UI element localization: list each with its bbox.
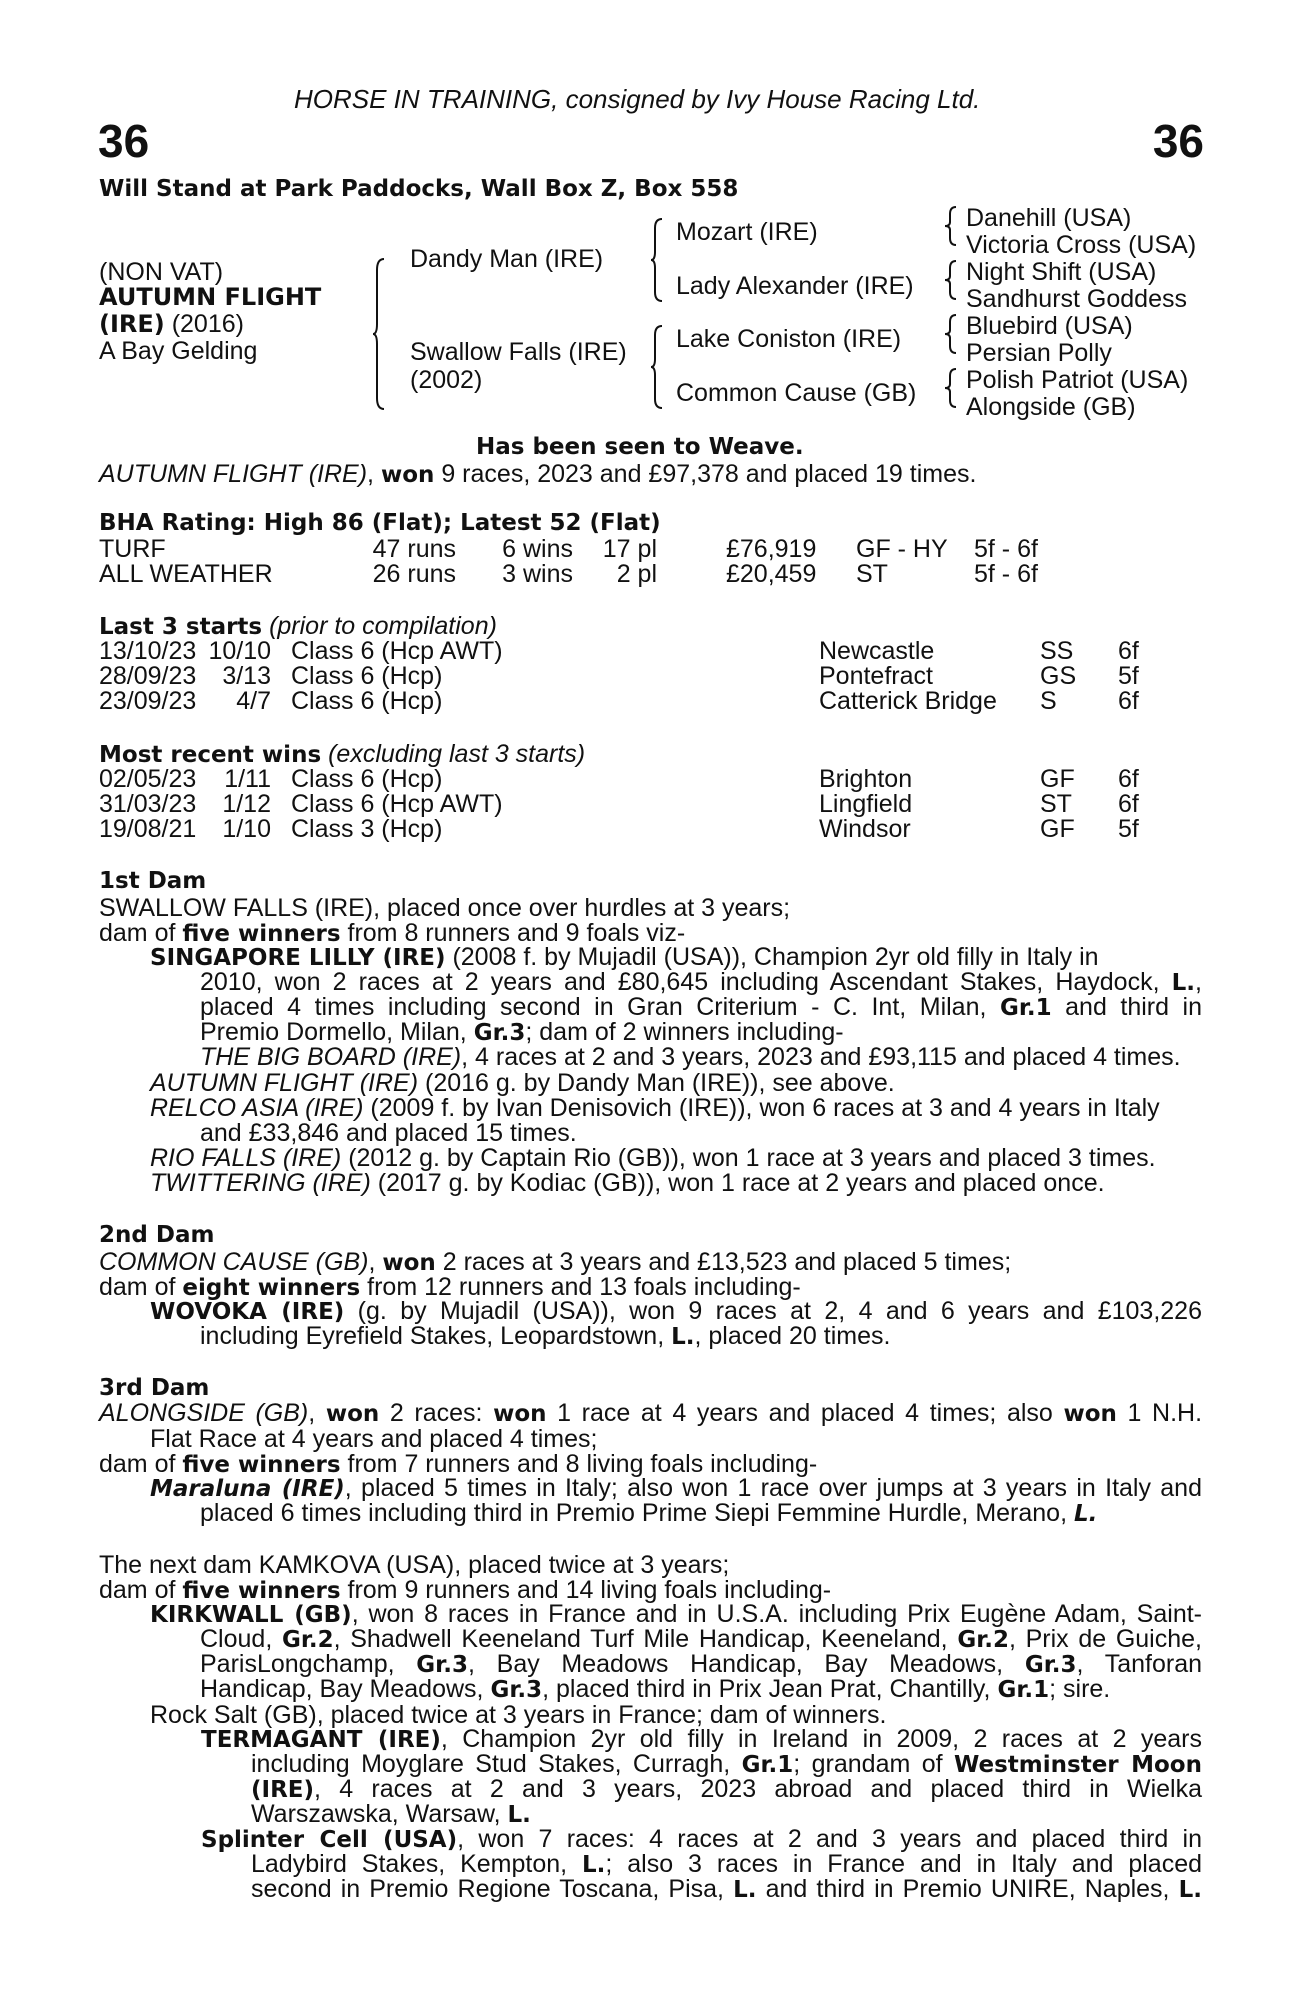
third-dam-line3: dam of five winners from 7 runners and 8 living foals including- [99, 1450, 818, 1478]
progeny-relco-asia-2: and £33,846 and placed 15 times. [200, 1119, 577, 1147]
stand-location: Will Stand at Park Paddocks, Wall Box Z, Box 558 [99, 176, 739, 202]
race-going: GF [1040, 765, 1075, 793]
progeny-kirkwall: KIRKWALL (GB), won 8 races in France and in U.S.A. including Prix Eugène Adam, Saint- Cloud, Gr.2, Shadwell Keeneland Turf Mile Handicap, Keeneland, Gr.2, Prix de Guiche, ParisLongchamp, Gr.3, Bay Meadows Handicap, Bay Meadows, Gr.3, Tanforan Handicap, Bay Meadows, Gr.3, placed third in Prix Jean Prat, Chantilly, Gr.1; sire. [150, 1600, 1203, 1703]
sire: Dandy Man (IRE) [410, 245, 604, 273]
lot-number-right: 36 [1152, 115, 1204, 167]
race-class: Class 3 (Hcp) [291, 815, 443, 843]
race-position: 3/13 [222, 662, 271, 690]
race-position: 1/11 [224, 765, 271, 793]
rating-runs: 47 runs [372, 535, 456, 563]
race-distance: 5f [1118, 662, 1139, 690]
race-class: Class 6 (Hcp) [291, 662, 443, 690]
progeny-termagant: TERMAGANT (IRE), Champion 2yr old filly in Ireland in 2009, 2 races at 2 years including Moyglare Stud Stakes, Curragh, Gr.1; grandam of Westminster Moon (IRE), 4 races at 2 and 3 years, 2023 abroad and placed third in Wielka Warszawska, Warsaw, L. [201, 1725, 1203, 1828]
rating-placed: 2 pl [616, 560, 657, 588]
ggs-3: Bluebird (USA) [966, 312, 1133, 340]
third-dam-line2: Flat Race at 4 years and placed 4 times; [150, 1425, 598, 1453]
horse-country: (IRE) [99, 310, 165, 338]
progeny-twittering: TWITTERING (IRE) (2017 g. by Kodiac (GB)), won 1 race at 2 years and placed once. [150, 1169, 1105, 1197]
race-date: 23/09/23 [99, 687, 197, 715]
race-position: 4/7 [236, 687, 271, 715]
progeny-relco-asia: RELCO ASIA (IRE) (2009 f. by Ivan Denisovich (IRE)), won 6 races at 3 and 4 years in Italy [150, 1094, 1160, 1122]
rating-placed: 17 pl [602, 535, 657, 563]
pedigree-bracket-1 [372, 258, 386, 410]
rating-runs: 26 runs [372, 560, 456, 588]
horse-country-year [99, 310, 244, 339]
progeny-splinter-cell: Splinter Cell (USA), won 7 races: 4 races at 2 and 3 years and placed third in Ladybird Stakes, Kempton, L.; also 3 races in France and in Italy and placed second in Premio Regione Toscana, Pisa, L. and third in Premio UNIRE, Naples, L. [201, 1825, 1203, 1903]
race-distance: 6f [1118, 765, 1139, 793]
dam: Swallow Falls (IRE) [410, 338, 627, 366]
dam-dam: Common Cause (GB) [676, 379, 917, 407]
wind-note: Has been seen to Weave. [476, 434, 804, 460]
vat-status: (NON VAT) [99, 258, 224, 286]
pedigree-bracket-3c [944, 314, 958, 354]
ggd-1: Victoria Cross (USA) [966, 231, 1197, 259]
race-course: Lingfield [819, 790, 913, 818]
pedigree-bracket-2a [650, 218, 664, 302]
race-distance: 6f [1118, 687, 1139, 715]
ggs-2: Night Shift (USA) [966, 258, 1157, 286]
rating-prize-money: £76,919 [726, 535, 817, 563]
pedigree-bracket-3b [944, 260, 958, 300]
race-distance: 6f [1118, 790, 1139, 818]
rating-wins: 3 wins [502, 560, 573, 588]
dam-sire: Lake Coniston (IRE) [676, 325, 902, 353]
race-class: Class 6 (Hcp AWT) [291, 790, 503, 818]
race-going: SS [1040, 637, 1074, 665]
next-dam-line2: dam of five winners from 9 runners and 14 living foals including- [99, 1576, 832, 1604]
race-going: S [1040, 687, 1057, 715]
race-class: Class 6 (Hcp) [291, 765, 443, 793]
race-course: Newcastle [819, 637, 935, 665]
first-dam-line1: SWALLOW FALLS (IRE), placed once over hurdles at 3 years; [99, 894, 791, 922]
consignor-line: HORSE IN TRAINING, consigned by Ivy House Racing Ltd. [294, 84, 981, 114]
progeny-wovoka: WOVOKA (IRE) (g. by Mujadil (USA)), won 9 races at 2, 4 and 6 years and £103,226 including Eyrefield Stakes, Leopardstown, L., placed 20 times. [150, 1297, 1202, 1350]
horse-description: A Bay Gelding [99, 337, 258, 365]
ggs-4: Polish Patriot (USA) [966, 366, 1189, 394]
ggd-4: Alongside (GB) [966, 393, 1136, 421]
second-dam-line1: COMMON CAUSE (GB), won 2 races at 3 years and £13,523 and placed 5 times; [99, 1248, 1012, 1276]
rating-prize-money: £20,459 [726, 560, 817, 588]
race-course: Windsor [819, 815, 911, 843]
progeny-rio-falls: RIO FALLS (IRE) (2012 g. by Captain Rio (GB)), won 1 race at 3 years and placed 3 times. [150, 1144, 1156, 1172]
race-position: 1/10 [222, 815, 271, 843]
pedigree-bracket-2b [650, 325, 664, 409]
race-course: Pontefract [819, 662, 933, 690]
first-dam-line2: dam of five winners from 8 runners and 9 foals viz- [99, 919, 686, 947]
race-date: 02/05/23 [99, 765, 197, 793]
race-course: Catterick Bridge [819, 687, 997, 715]
race-going: GS [1040, 662, 1077, 690]
sire-dam: Lady Alexander (IRE) [676, 272, 914, 300]
rating-going: GF - HY [856, 535, 948, 563]
wins-heading: Most recent wins (excluding last 3 starts) [99, 740, 586, 768]
rating-wins: 6 wins [502, 535, 573, 563]
race-position: 10/10 [208, 637, 271, 665]
ggd-3: Persian Polly [966, 339, 1112, 367]
first-dam-heading: 1st Dam [99, 868, 207, 894]
race-position: 1/12 [222, 790, 271, 818]
race-going: ST [1040, 790, 1072, 818]
race-date: 28/09/23 [99, 662, 197, 690]
rating-distance: 5f - 6f [974, 535, 1038, 563]
ggd-2: Sandhurst Goddess [966, 285, 1187, 313]
second-dam-line2: dam of eight winners from 12 runners and 13 foals including- [99, 1273, 801, 1301]
race-date: 31/03/23 [99, 790, 197, 818]
rating-distance: 5f - 6f [974, 560, 1038, 588]
race-going: GF [1040, 815, 1075, 843]
race-class: Class 6 (Hcp) [291, 687, 443, 715]
dam-year: (2002) [410, 366, 483, 394]
pedigree-bracket-3d [944, 368, 958, 408]
race-date: 19/08/21 [99, 815, 197, 843]
progeny-singapore-lilly: SINGAPORE LILLY (IRE) (2008 f. by Mujadil (USA)), Champion 2yr old filly in Italy in 2010, won 2 races at 2 years and £80,645 including Ascendant Stakes, Haydock, L., placed 4 times including second in Gran Criterium - C. Int, Milan, Gr.1 and third in Premio Dormello, Milan, Gr.3; dam of 2 winners including- THE BIG BOARD (IRE), 4 races at 2 and 3 years, 2023 and £93,115 and placed 4 times. [150, 943, 1202, 1071]
rating-surface: ALL WEATHER [99, 560, 273, 588]
last3-heading: Last 3 starts (prior to compilation) [99, 612, 497, 640]
lot-number-left: 36 [98, 115, 150, 167]
pedigree-bracket-3a [944, 206, 958, 246]
third-dam-heading: 3rd Dam [99, 1375, 210, 1401]
rating-surface: TURF [99, 535, 166, 563]
race-date: 13/10/23 [99, 637, 197, 665]
horse-year: (2016) [164, 310, 244, 338]
race-course: Brighton [819, 765, 913, 793]
progeny-autumn-flight: AUTUMN FLIGHT (IRE) (2016 g. by Dandy Man (IRE)), see above. [150, 1069, 895, 1097]
race-distance: 6f [1118, 637, 1139, 665]
rock-salt-line: Rock Salt (GB), placed twice at 3 years in France; dam of winners. [150, 1701, 887, 1729]
ggs-1: Danehill (USA) [966, 204, 1132, 232]
race-distance: 5f [1118, 815, 1139, 843]
horse-name: AUTUMN FLIGHT [99, 283, 322, 311]
bha-rating: BHA Rating: High 86 (Flat); Latest 52 (Flat) [99, 510, 661, 536]
rating-going: ST [856, 560, 888, 588]
third-dam-line1: ALONGSIDE (GB), won 2 races: won 1 race at 4 years and placed 4 times; also won 1 N.H. [99, 1399, 1203, 1427]
sire-sire: Mozart (IRE) [676, 218, 818, 246]
race-class: Class 6 (Hcp AWT) [291, 637, 503, 665]
second-dam-heading: 2nd Dam [99, 1222, 215, 1248]
progeny-maraluna: Maraluna (IRE), placed 5 times in Italy; also won 1 race over jumps at 3 years in Italy and placed 6 times including third in Premio Prime Siepi Femmine Hurdle, Merano, L. [150, 1474, 1202, 1527]
next-dam-line1: The next dam KAMKOVA (USA), placed twice at 3 years; [99, 1551, 730, 1579]
summary-line: AUTUMN FLIGHT (IRE), won 9 races, 2023 and £97,378 and placed 19 times. [99, 460, 977, 488]
